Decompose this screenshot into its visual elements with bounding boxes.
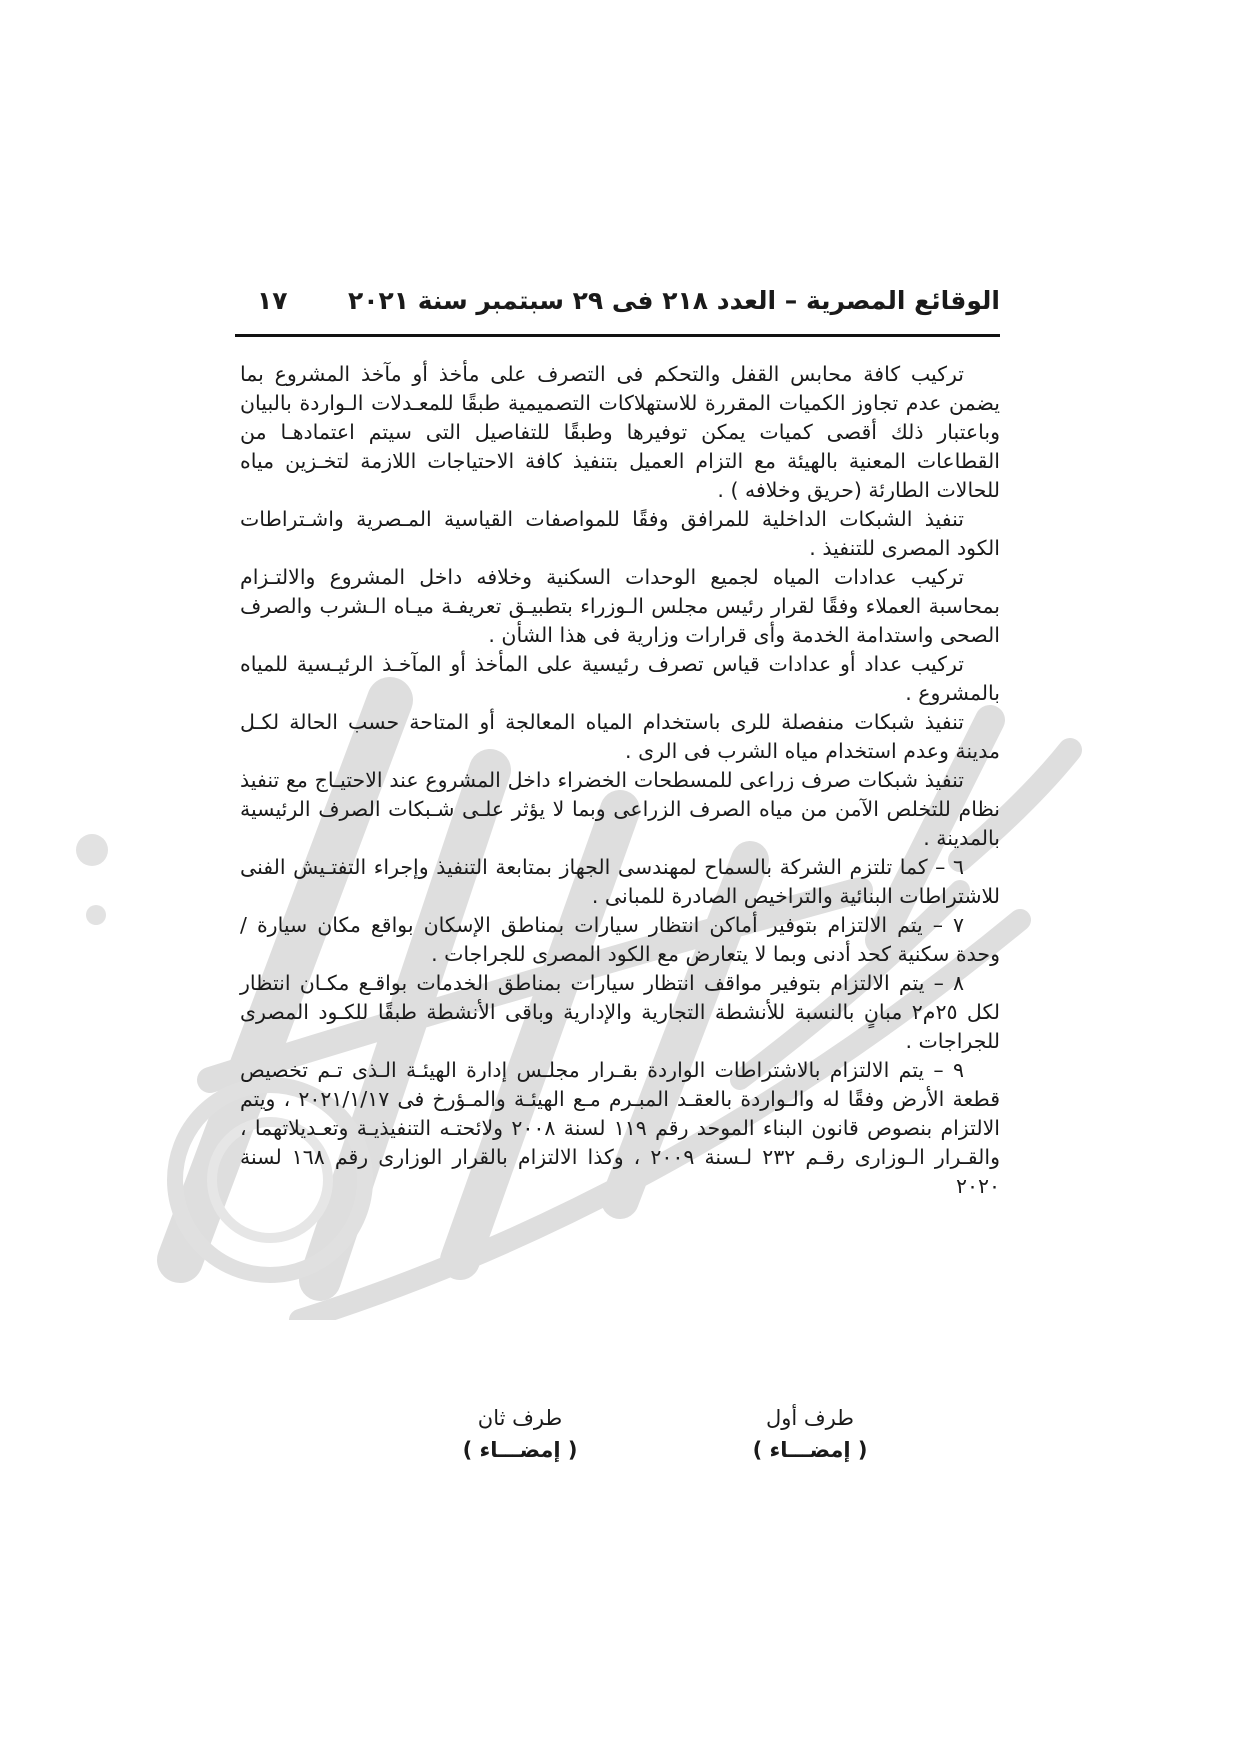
paragraph-irrigation: تنفيذ شبكات منفصلة للرى باستخدام المياه المعالجة أو المتاحة حسب الحالة لكـل مدينة وعدم استخدام مياه الشرب فى الرى . [240, 710, 1000, 763]
signature-block [240, 1402, 1000, 1482]
clause-6-inspection: ٦ – كما تلتزم الشركة بالسماح لمهندسى الجهاز بمتابعة التنفيذ وإجراء التفتـيش الفنى للاشتراطات البنائية والتراخيص الصادرة للمبانى . [240, 855, 1000, 908]
page-header [235, 282, 1000, 332]
paragraph-agricultural-drainage: تنفيذ شبكات صرف زراعى للمسطحات الخضراء داخل المشروع عند الاحتيـاج مع تنفيذ نظام للتخلص الآمن من مياه الصرف الزراعى وبما لا يؤثر علـى شـبكات الصرف الرئيسية بالمدينة . [240, 768, 1000, 850]
second-party-signature [420, 1402, 620, 1466]
paragraph-main-meters: تركيب عداد أو عدادات قياس تصرف رئيسية على المأخذ أو المآخـذ الرئيـسية للمياه بالمشروع . [240, 652, 1000, 705]
second-party-label: طرف ثان [477, 1406, 563, 1430]
page-number: ١٧ [257, 286, 288, 315]
header-divider [235, 334, 1000, 337]
clause-8-services-parking: ٨ – يتم الالتزام بتوفير مواقف انتظار سيارات بمناطق الخدمات بواقـع مكـان انتظار لكل ٢٥م٢ مبانٍ بالنسبة للأنشطة التجارية والإدارية وباقى الأنشطة طبقًا للكـود المصرى للجراجات . [240, 971, 1001, 1053]
second-party-sign: ( إمضـــاء ) [462, 1438, 578, 1462]
first-party-signature [710, 1402, 910, 1466]
paragraph-internal-networks: تنفيذ الشبكات الداخلية للمرافق وفقًا للمواصفات القياسية المـصرية واشـتراطات الكود المصرى للتنفيذ . [240, 507, 1000, 560]
clause-7-housing-parking: ٧ – يتم الالتزام بتوفير أماكن انتظار سيارات بمناطق الإسكان بواقع مكان سيارة / وحدة سكنية كحد أدنى وبما لا يتعارض مع الكود المصرى للجراجات . [240, 913, 1000, 966]
gazette-title: الوقائع المصرية – العدد ٢١٨ فى ٢٩ سبتمبر سنة ٢٠٢١ [348, 286, 1000, 315]
paragraph-water-meters: تركيب عدادات المياه لجميع الوحدات السكنية وخلافه داخل المشروع والالتـزام بمحاسبة العملاء وفقًا لقرار رئيس مجلس الـوزراء بتطبيـق تعريفـة ميـاه الـشرب والصرف الصحى واستدامة الخدمة وأى قرارات وزارية فى هذا الشأن . [240, 565, 1000, 647]
clause-9-regulations: ٩ – يتم الالتزام بالاشتراطات الواردة بقـرار مجلـس إدارة الهيئـة الـذى تـم تخصيص قطعة الأرض وفقًا له والـواردة بالعقـد المبـرم مـع الهيئـة والمـؤرخ فى ٢٠٢١/١/١٧ ، ويتم الالتزام بنصوص قانون البناء الموحد رقم ١١٩ لسنة ٢٠٠٨ ولائحتـه التنفيذيـة وتعـديلاتهما ، والقـرار الـوزارى رقـم ٢٣٢ لـسنة ٢٠٠٩ ، وكذا الالتزام بالقرار الوزارى رقم ١٦٨ لسنة ٢٠٢٠ [240, 1058, 1000, 1198]
document-body [240, 360, 1000, 1201]
first-party-label: طرف أول [766, 1406, 854, 1430]
paragraph-valves: تركيب كافة محابس القفل والتحكم فى التصرف على مأخذ أو مآخذ المشروع بما يضمن عدم تجاوز الكميات المقررة للاستهلاكات التصميمية طبقًا للمعـدلات الـواردة بالبيان وباعتبار ذلك أقصى كميات يمكن توفيرها وطبقًا للتفاصيل التى سيتم اعتمادهـا من القطاعات المعنية بالهيئة مع التزام العميل بتنفيذ كافة الاحتياجات اللازمة لتخـزين مياه للحالات الطارئة (حريق وخلافه ) . [240, 362, 1000, 502]
first-party-sign: ( إمضـــاء ) [752, 1438, 868, 1462]
